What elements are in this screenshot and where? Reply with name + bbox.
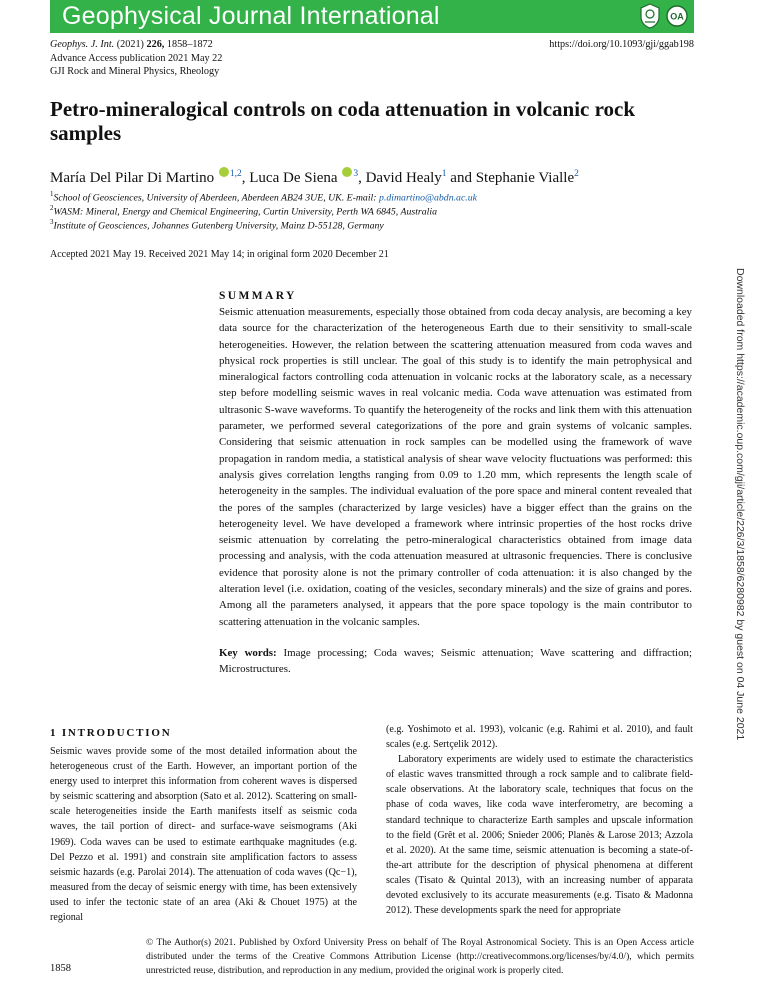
oa-label: OA (670, 11, 684, 22)
intro-left-column: Seismic waves provide some of the most detailed information about the heterogeneous crust of the Earth. However, an important portion of the energy used to interpret this information from coherent waves is dispersed by seismic scattering and absorption (Sato et al. 2012). Scattering on small-scale heterogeneities inside the Earth manifests itself as seismic coda waves, the tail portion of direct- and surface-wave seismograms (Aki 1969). Coda waves can be used to estimate earthquake magnitudes (e.g. Del Pezzo et al. 1991) and constrain site amplification factors to assess seismic hazards (e.g. Parolai 2014). The attenuation of coda waves (Qc−1), measured from the decay of seismic energy with time, has been extensively used to infer the tectonic state of an area (Aki & Chouet 1975) at the regional (50, 746, 357, 924)
citation-pages: 1858–1872 (166, 39, 213, 50)
journal-name: Geophysical Journal International (62, 2, 440, 30)
orcid-icon[interactable] (219, 167, 229, 177)
open-access-icon (666, 5, 688, 27)
intro-paragraph: (e.g. Yoshimoto et al. 1993), volcanic (e.g. Rahimi et al. 2010), and fault scales (e.g. Sertçelik 2012). (386, 724, 693, 751)
author-name: María Del Pilar Di Martino (50, 170, 215, 186)
affiliation-1 (50, 190, 477, 203)
affil-text: Institute of Geosciences, Johannes Gutenberg University, Mainz D-55128, Germany (53, 220, 384, 232)
journal-banner (50, 0, 694, 33)
email-link[interactable]: p.dimartino@abdn.ac.uk (379, 192, 477, 204)
intro-right-column (386, 722, 693, 918)
affiliation-2 (50, 204, 437, 217)
citation-year: (2021) (116, 39, 144, 50)
author-affil: 1,2 (229, 169, 242, 179)
summary-text: Seismic attenuation measurements, especially those obtained from coda decay analysis, are becoming a key data source for the characterization of the heterogeneous Earth due to their sensitivity to small-scale heterogeneities. However, the relation between the scattering attenuation measured from coda waves and physical rock properties is still unclear. The goal of this study is to identify the main petrophysical and mineralogical factors controlling coda attenuation in volcanic rocks at the laboratory scale, as a necessary step before modelling seismic waves in real volcanic media. Coda wave attenuation was estimated from ultrasonic S-wave waveforms. To quantify the heterogeneity of the rocks and link them with this attenuation parameter, we performed several categorizations of the pore and grain systems of volcanic samples. Considering that seismic attenuation in rock samples can be modelled using the framework of wave propagation in random media, a statistical analysis of shear wave velocity fluctuations was performed: this analysis gives correlation lengths ranging from 0.09 to 1.20 mm, which represents the length scale of heterogeneity in the samples. The individual evaluation of the pore space and mineral content revealed that the pores of the samples (characterized by large vesicles) have a bigger effect than the grains on the heterogeneity level. We have developed a framework where intrinsic properties of the host rocks drive seismic attenuation by correlating the petro-mineralogical characteristics obtained from image data processing and analysis, with the coda attenuation measured at ultrasonic frequencies. There is conclusive evidence that porosity alone is not the primary controller of coda attenuation: it is also changed by the alteration level (i.e. oxidation, coating of the vesicles, secondary minerals) and the size of grains and pores. Among all the parameters analysed, it appears that the pore space topology is the main contributor to scattering attenuation in the volcanic samples. (219, 306, 692, 628)
ras-crest-icon (637, 2, 663, 30)
author-list: María Del Pilar Di Martino $^{1,2}$, Luca De Siena $^3$, David Healy$^1$ and Stephanie Vialle$^2$ (50, 169, 579, 186)
page-number: 1858 (50, 963, 71, 974)
author-name: Luca De Siena (249, 170, 338, 186)
orcid-icon[interactable] (342, 167, 352, 177)
citation-line (50, 38, 213, 52)
affil-number: 3 (50, 218, 54, 226)
author-affil: 3 (353, 169, 359, 179)
doi-link[interactable]: https://doi.org/10.1093/gji/ggab198 (549, 39, 694, 50)
article-title: Petro-mineralogical controls on coda attenuation in volcanic rock samples (50, 97, 636, 145)
summary-heading: SUMMARY (219, 290, 297, 302)
intro-heading: 1 INTRODUCTION (50, 727, 172, 739)
citation-volume: 226, (146, 39, 165, 50)
author-affil: 1 (441, 169, 447, 179)
affil-text: WASM: Mineral, Energy and Chemical Engineering, Curtin University, Perth WA 6845, Australia (53, 206, 437, 218)
author-name: David Healy (365, 170, 442, 186)
citation-journal: Geophys. J. Int. (50, 39, 115, 50)
keywords-text: Image processing; Coda waves; Seismic attenuation; Wave scattering and diffraction; Microstructures. (219, 647, 692, 676)
affil-number: 2 (50, 204, 54, 212)
download-sidebar: Downloaded from https://academic.oup.com/gji/article/226/3/1858/6280982 by guest on 04 June 2021 (734, 268, 746, 741)
section-line: GJI Rock and Mineral Physics, Rheology (50, 66, 220, 77)
advance-access-line: Advance Access publication 2021 May 22 (50, 53, 223, 64)
author-affil: 2 (574, 169, 579, 179)
keywords (219, 645, 692, 678)
affil-number: 1 (50, 190, 54, 198)
intro-paragraph: Laboratory experiments are widely used to estimate the characteristics of elastic waves transmitted through a rock sample and to calibrate field-scale observations. At the laboratory scale, techniques that focus on the phase of coda waves, like coda wave interferometry, are becoming a standard technique to characterize Earth samples and upscale information to the field (Grêt et al. 2006; Snieder 2006; Planès & Larose 2013; Azzola et al. 2020). At the same time, seismic attenuation is becoming a state-of-the-art attribute for the description of physical phenomena at different scales (Tisato & Quintal 2013), with an increasing number of apparata devoted exclusively to its accurate measurements (e.g. Tisato & Madonna 2012). These developments spark the need for appropriate (386, 754, 693, 917)
author-name: Stephanie Vialle (475, 170, 575, 186)
copyright-notice: © The Author(s) 2021. Published by Oxford University Press on behalf of The Royal Astronomical Society. This is an Open Access article distributed under the terms of the Creative Commons Attribution License (http://creativecommons.org/licenses/by/4.0/), which permits unrestricted reuse, distribution, and reproduction in any medium, provided the original work is properly cited. (146, 938, 694, 977)
affiliation-3 (50, 218, 384, 231)
keywords-label: Key words: (219, 647, 277, 659)
accepted-dates: Accepted 2021 May 19. Received 2021 May 14; in original form 2020 December 21 (50, 249, 389, 260)
affil-text: School of Geosciences, University of Aberdeen, Aberdeen AB24 3UE, UK. E-mail: (53, 192, 379, 204)
banner-logos (637, 2, 688, 30)
